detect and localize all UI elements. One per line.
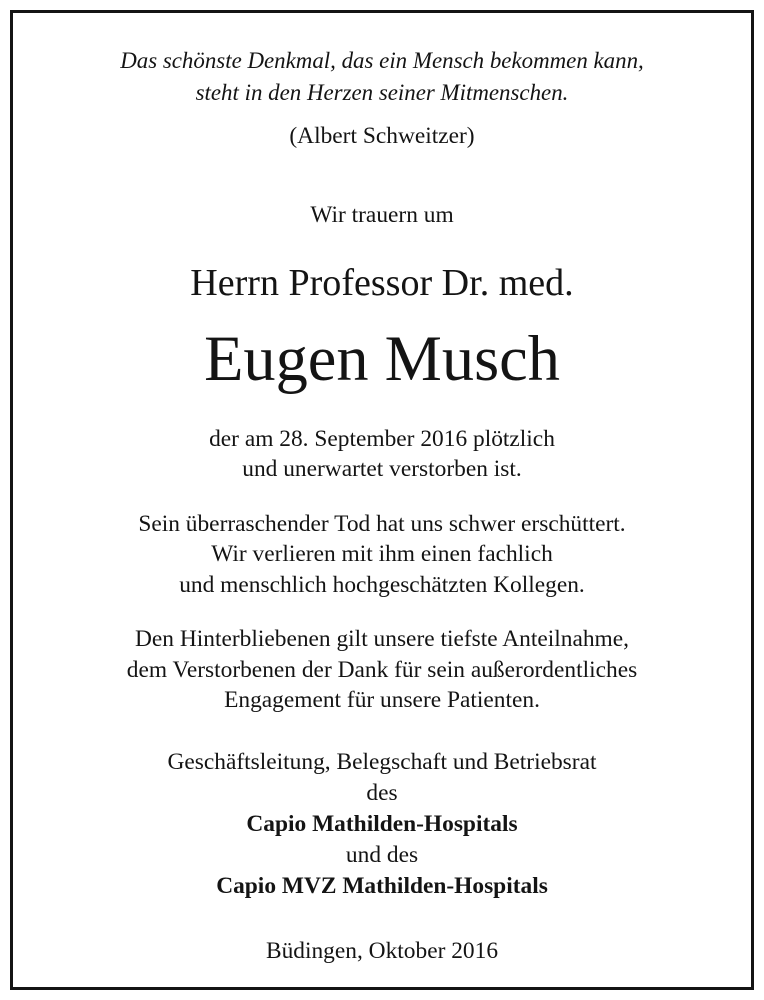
- death-notice-line-2: und unerwartet verstorben ist.: [242, 456, 522, 482]
- obituary-notice: [10, 10, 754, 990]
- tribute-line-2: Wir verlieren mit ihm einen fachlich: [211, 541, 553, 567]
- tribute-line-1: Sein überraschender Tod hat uns schwer erschüttert.: [138, 511, 626, 537]
- deceased-name: Eugen Musch: [204, 323, 560, 394]
- deceased-title: Herrn Professor Dr. med.: [190, 262, 574, 304]
- signatories-org-1: Capio Mathilden-Hospitals: [246, 811, 518, 837]
- quote-line-2: steht in den Herzen seiner Mitmenschen.: [195, 80, 569, 105]
- place-date: Büdingen, Oktober 2016: [265, 938, 499, 964]
- quote-author: (Albert Schweitzer): [289, 123, 475, 149]
- intro-text: Wir trauern um: [310, 202, 454, 228]
- signatories-connector-2: und des: [345, 842, 419, 868]
- death-notice-line-1: der am 28. September 2016 plötzlich: [209, 426, 555, 452]
- condolence-line-2: dem Verstorbenen der Dank für sein außerordentliches: [126, 657, 638, 683]
- tribute-line-3: und menschlich hochgeschätzten Kollegen.: [179, 572, 585, 598]
- signatories-group: Geschäftsleitung, Belegschaft und Betriebsrat: [167, 749, 597, 775]
- quote-line-1: Das schönste Denkmal, das ein Mensch bekommen kann,: [120, 48, 644, 73]
- signatories-org-2: Capio MVZ Mathilden-Hospitals: [216, 873, 548, 899]
- signatories-connector-1: des: [366, 780, 398, 806]
- condolence-line-1: Den Hinterbliebenen gilt unsere tiefste Anteilnahme,: [135, 626, 629, 652]
- condolence-line-3: Engagement für unsere Patienten.: [224, 687, 540, 713]
